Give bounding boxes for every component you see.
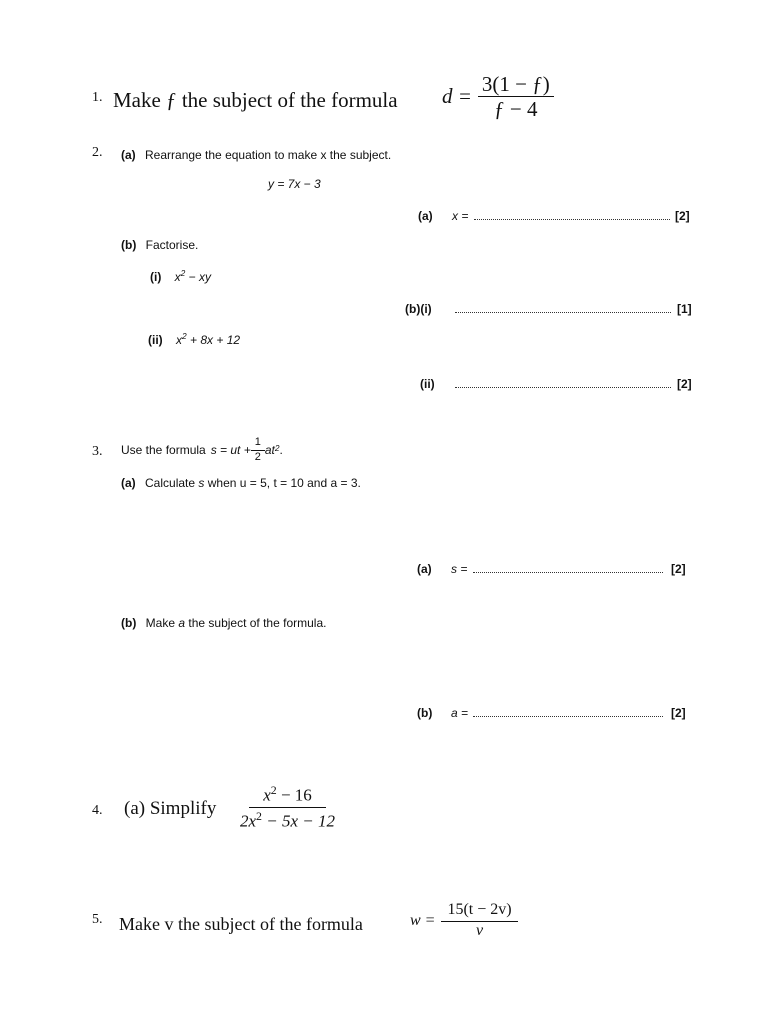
- question-3-frac-num: 1: [251, 437, 265, 451]
- question-3b-text-var: a: [178, 616, 186, 630]
- question-4-number: 4.: [92, 803, 103, 818]
- question-1-number: 1.: [92, 90, 103, 105]
- question-3a-text-var: s: [198, 476, 205, 490]
- question-4-num-base: x: [263, 785, 271, 805]
- question-1-denominator: ƒ − 4: [494, 97, 538, 122]
- question-2a-text: Rearrange the equation to make x the subject.: [145, 148, 392, 162]
- question-4-den-rest: − 5x − 12: [262, 811, 335, 831]
- question-3-formula-rest: at: [264, 443, 275, 458]
- question-3-formula-end: .: [279, 443, 283, 458]
- question-2bii-expression: [176, 333, 240, 347]
- answer-3a-label: (a): [417, 562, 432, 576]
- answer-2bii-line[interactable]: [455, 377, 671, 388]
- question-2b-label: (b): [121, 238, 137, 252]
- question-3-frac-den: 2: [254, 450, 261, 463]
- question-4-den-exp: 2: [256, 808, 262, 823]
- question-5-denominator: v: [475, 921, 484, 939]
- question-4-num-exp: 2: [270, 783, 277, 797]
- question-2bii-expr-exp: 2: [182, 331, 187, 341]
- question-2bi-expr-base: x: [174, 270, 181, 284]
- question-3-intro: Use the formula: [121, 443, 206, 458]
- answer-3a-variable: s =: [451, 562, 468, 576]
- question-4-den-pre: 2x: [240, 811, 257, 831]
- question-2a-equation: y = 7x − 3: [268, 177, 321, 191]
- question-3-formula-lhs: s = ut +: [210, 443, 251, 458]
- question-1-text: Make ƒ the subject of the formula: [113, 88, 398, 112]
- answer-3b-label: (b): [417, 706, 433, 720]
- question-2bi-expr-rest: − xy: [185, 270, 212, 284]
- question-2bi-expr-exp: 2: [180, 268, 186, 278]
- question-5-text: Make v the subject of the formula: [119, 914, 363, 934]
- question-2bii-label: (ii): [148, 333, 163, 347]
- answer-3b-variable: a =: [451, 706, 469, 720]
- question-4-num-rest: − 16: [276, 785, 312, 805]
- answer-2a-variable: x =: [452, 209, 469, 223]
- answer-2a-line[interactable]: [474, 209, 670, 220]
- question-1-formula-lhs: d =: [442, 84, 472, 109]
- answer-3b-line[interactable]: [473, 706, 663, 717]
- question-2b-text: Factorise.: [145, 238, 199, 252]
- answer-2bi-label: (b)(i): [405, 302, 432, 316]
- question-1-formula: [442, 73, 554, 120]
- question-2bii-expr-base: x: [176, 333, 183, 347]
- question-3a-label: (a): [121, 476, 136, 490]
- answer-3a-line[interactable]: [473, 562, 663, 573]
- question-2bi-label: (i): [150, 270, 162, 284]
- question-5-formula-lhs: w =: [410, 911, 436, 929]
- question-4-fraction: [236, 784, 339, 830]
- question-2a-label: (a): [121, 148, 136, 162]
- answer-3a-marks: [2]: [671, 562, 686, 576]
- question-4-numerator: [249, 784, 326, 808]
- answer-2bii-label: (ii): [420, 377, 435, 391]
- question-3b-text-pre: Make: [145, 616, 179, 630]
- answer-2bi-marks: [1]: [677, 302, 692, 316]
- question-4-text: (a) Simplify: [124, 798, 217, 819]
- answer-2a-label: (a): [418, 209, 433, 223]
- question-3a-text-pre: Calculate: [145, 476, 199, 490]
- question-2bi-expression: [175, 270, 211, 284]
- question-4-denominator: [236, 808, 339, 831]
- question-3-formula-exp: 2: [274, 443, 280, 453]
- answer-2bi-line[interactable]: [455, 302, 671, 313]
- answer-2bii-marks: [2]: [677, 377, 692, 391]
- question-3-number: 3.: [92, 444, 103, 459]
- answer-3b-marks: [2]: [671, 706, 686, 720]
- question-3b-text-post: the subject of the formula.: [185, 616, 327, 630]
- question-5-formula: [410, 902, 518, 940]
- question-2bii-expr-rest: + 8x + 12: [186, 333, 241, 347]
- question-5-number: 5.: [92, 912, 103, 927]
- question-3b-label: (b): [121, 616, 137, 630]
- question-2-number: 2.: [92, 145, 103, 160]
- question-3a-text-post: when u = 5, t = 10 and a = 3.: [204, 476, 361, 490]
- question-5-numerator: 15(t − 2v): [441, 902, 517, 922]
- question-1-numerator: 3(1 − ƒ): [478, 73, 554, 97]
- answer-2a-marks: [2]: [675, 209, 690, 223]
